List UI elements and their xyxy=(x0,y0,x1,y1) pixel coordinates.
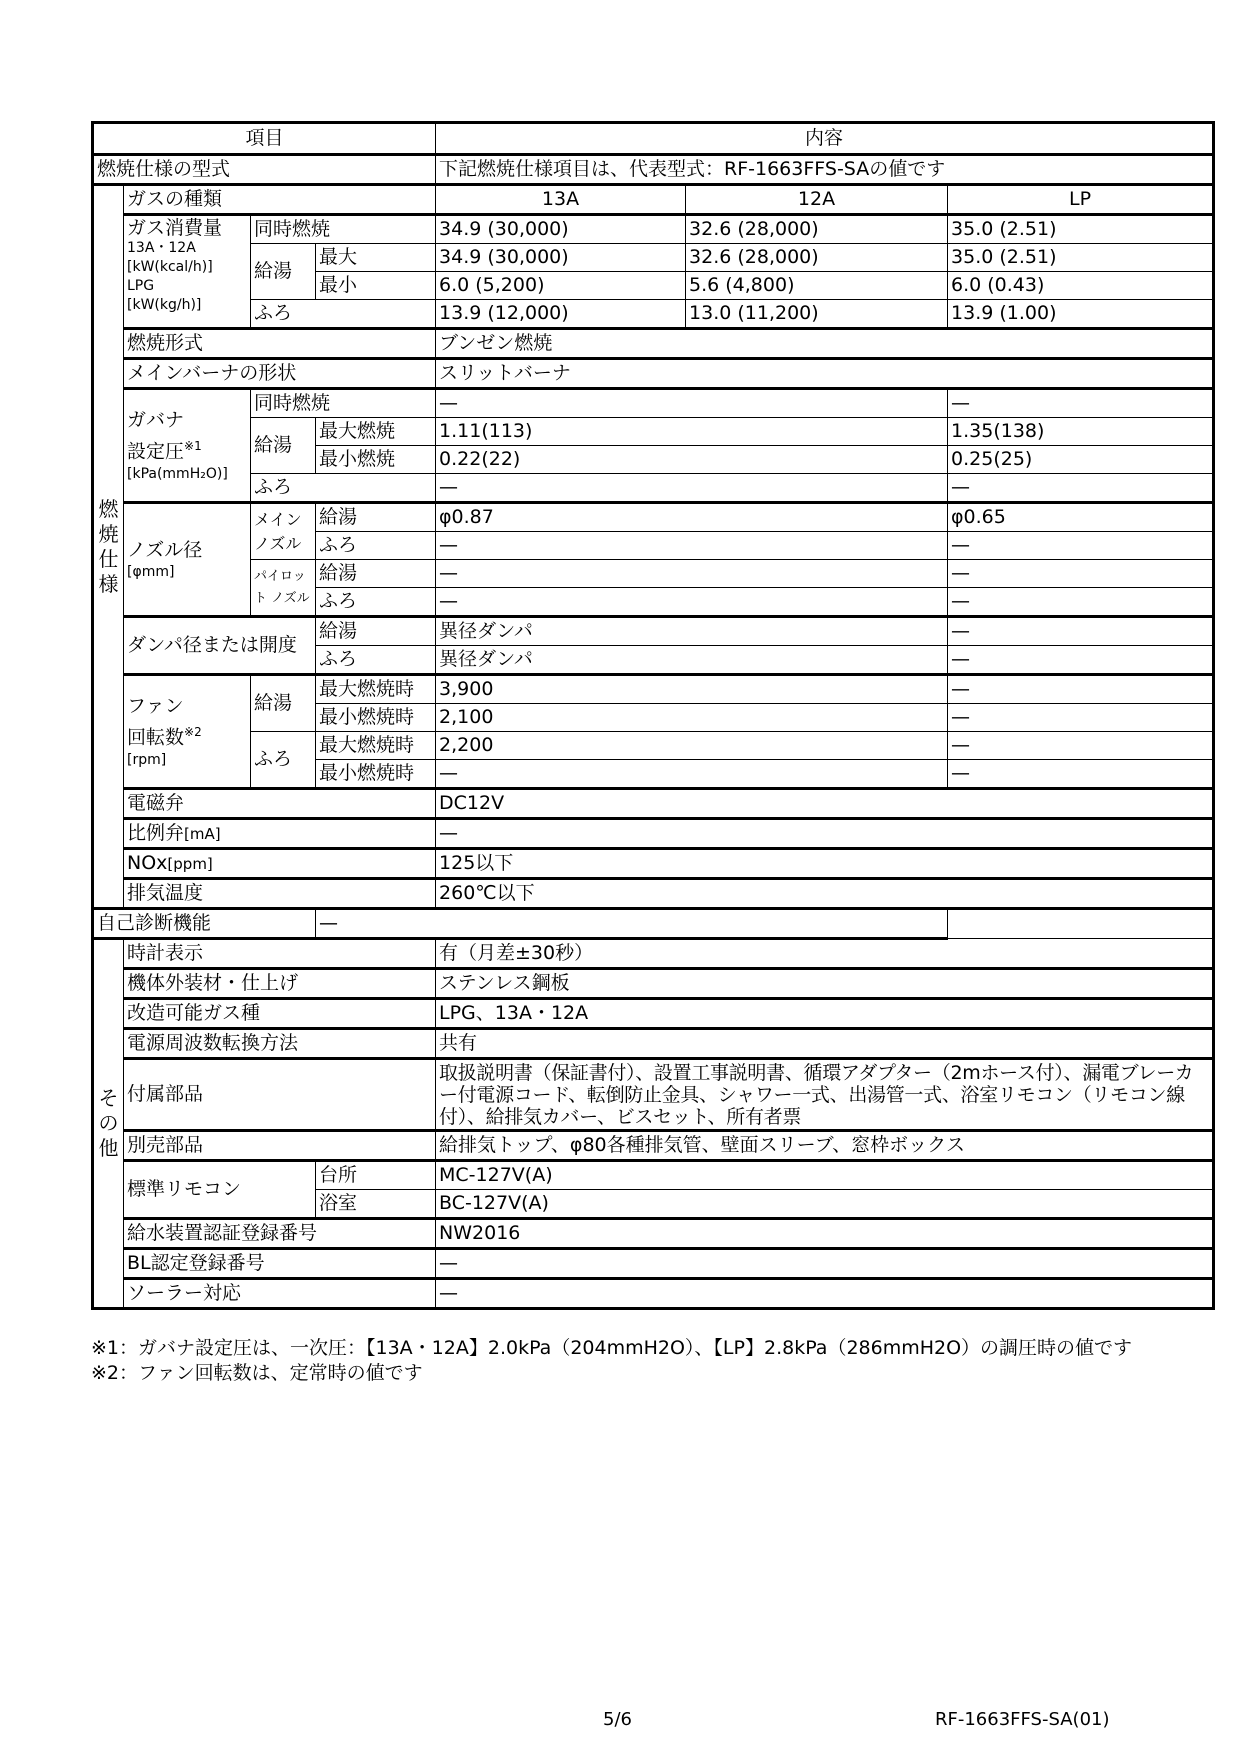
nozzle-main-kyuto-row xyxy=(93,503,1214,532)
governor-min-label: 最小燃焼 xyxy=(316,446,436,474)
cell: — xyxy=(948,732,1214,760)
remote-bath-value: BC-127V(A) xyxy=(436,1190,1214,1219)
cell: 0.25(25) xyxy=(948,446,1214,474)
governor-max-row xyxy=(93,418,1214,446)
footnote-1: ※1：ガバナ設定圧は、一次圧：【13A・12A】2.0kPa（204mmH2O）、【LP】2.8kPa（286mmH2O）の調圧時の値です xyxy=(91,1337,1133,1359)
other-group-label: そ の 他 xyxy=(93,939,124,1309)
frequency-label: 電源周波数転換方法 xyxy=(124,1029,436,1059)
remote-bath-label: 浴室 xyxy=(316,1190,436,1219)
convertible-value: LPG、13A・12A xyxy=(436,999,1214,1029)
solenoid-label: 電磁弁 xyxy=(124,789,436,819)
gas-13a: 13A xyxy=(436,185,686,215)
solenoid-row xyxy=(93,789,1214,819)
exterior-row xyxy=(93,969,1214,999)
fan-label: ファン 回転数$^{※2}$ [rpm] xyxy=(124,675,251,789)
nox-value: 125以下 xyxy=(436,849,1214,879)
header-item: 項目 xyxy=(93,123,436,155)
page-number: 5/6 xyxy=(603,1709,632,1730)
cell: — xyxy=(948,675,1214,704)
cell: 32.6 (28,000) xyxy=(686,244,948,272)
nozzle-furo-label: ふろ xyxy=(316,588,436,617)
water-cert-value: NW2016 xyxy=(436,1219,1214,1249)
nozzle-label: ノズル径 [φmm] xyxy=(124,503,251,617)
cell: 6.0 (0.43) xyxy=(948,272,1214,300)
header-content: 内容 xyxy=(436,123,1214,155)
sold-separately-value: 給排気トップ、φ80各種排気管、壁面スリーブ、窓枠ボックス xyxy=(436,1131,1214,1161)
proportional-label: 比例弁[mA] xyxy=(124,819,436,849)
fan-min-label: 最小燃焼時 xyxy=(316,704,436,732)
cell: — xyxy=(436,532,948,560)
consumption-min-label: 最小 xyxy=(316,272,436,300)
cell: — xyxy=(948,560,1214,588)
burner-shape-value: スリットバーナ xyxy=(436,359,1214,389)
accessories-value: 取扱説明書（保証書付）、設置工事説明書、循環アダプター（2mホース付）、漏電ブレーカー付電源コード、転倒防止金具、シャワー一式、出湯管一式、浴室リモコン（リモコン線付）、給排気カバー、ビスセット、所有者票 xyxy=(436,1059,1214,1131)
cell: 3,900 xyxy=(436,675,948,704)
bl-cert-value: — xyxy=(436,1249,1214,1279)
burn-type-label: 燃焼形式 xyxy=(124,329,436,359)
cell: — xyxy=(436,474,948,503)
cell: 34.9 (30,000) xyxy=(436,244,686,272)
gas-type-row xyxy=(93,185,1214,215)
damper-kyuto-row xyxy=(93,617,1214,646)
cell: 2,200 xyxy=(436,732,948,760)
cell: 1.35(138) xyxy=(948,418,1214,446)
fan-furo-label: ふろ xyxy=(251,732,316,789)
fan-min-label: 最小燃焼時 xyxy=(316,760,436,789)
combustion-group-label: 燃 焼 仕 様 xyxy=(93,185,124,909)
cell: 13.9 (1.00) xyxy=(948,300,1214,329)
document-code: RF-1663FFS-SA(01) xyxy=(935,1709,1110,1730)
accessories-row xyxy=(93,1059,1214,1131)
nozzle-furo-label: ふろ xyxy=(316,532,436,560)
consumption-max-row xyxy=(93,244,1214,272)
fan-furo-max-row xyxy=(93,732,1214,760)
consumption-simul-row xyxy=(93,215,1214,244)
fan-kyuto-label: 給湯 xyxy=(251,675,316,732)
model-label: 燃焼仕様の型式 xyxy=(93,155,436,185)
clock-label: 時計表示 xyxy=(124,939,436,969)
burner-shape-row xyxy=(93,359,1214,389)
consumption-kyuto-label: 給湯 xyxy=(251,244,316,300)
cell: φ0.65 xyxy=(948,503,1214,532)
solar-value: — xyxy=(436,1279,1214,1309)
sold-separately-label: 別売部品 xyxy=(124,1131,436,1161)
nozzle-pilot-kyuto-row xyxy=(93,560,1214,588)
burner-shape-label: メインバーナの形状 xyxy=(124,359,436,389)
cell: — xyxy=(948,704,1214,732)
self-diag-row xyxy=(93,909,1214,939)
footnote-2: ※2：ファン回転数は、定常時の値です xyxy=(91,1362,423,1384)
gas-12a: 12A xyxy=(686,185,948,215)
damper-furo-label: ふろ xyxy=(316,646,436,675)
exhaust-value: 260℃以下 xyxy=(436,879,1214,909)
bl-cert-label: BL認定登録番号 xyxy=(124,1249,436,1279)
nox-row xyxy=(93,849,1214,879)
remote-kitchen-row xyxy=(93,1161,1214,1190)
governor-simul-label: 同時燃焼 xyxy=(251,389,436,418)
nozzle-kyuto-label: 給湯 xyxy=(316,503,436,532)
exhaust-label: 排気温度 xyxy=(124,879,436,909)
gas-type-label: ガスの種類 xyxy=(124,185,436,215)
bl-cert-row xyxy=(93,1249,1214,1279)
model-row xyxy=(93,155,1214,185)
clock-row xyxy=(93,939,1214,969)
cell: 32.6 (28,000) xyxy=(686,215,948,244)
cell: — xyxy=(436,760,948,789)
proportional-row xyxy=(93,819,1214,849)
model-value: 下記燃焼仕様項目は、代表型式：RF-1663FFS-SAの値です xyxy=(436,155,1214,185)
sold-separately-row xyxy=(93,1131,1214,1161)
consumption-max-label: 最大 xyxy=(316,244,436,272)
convertible-row xyxy=(93,999,1214,1029)
nozzle-kyuto-label: 給湯 xyxy=(316,560,436,588)
accessories-label: 付属部品 xyxy=(124,1059,436,1131)
exterior-label: 機体外装材・仕上げ xyxy=(124,969,436,999)
water-cert-row xyxy=(93,1219,1214,1249)
fan-max-label: 最大燃焼時 xyxy=(316,675,436,704)
water-cert-label: 給水装置認証登録番号 xyxy=(124,1219,436,1249)
governor-label: ガバナ 設定圧$^{※1}$ [kPa(mmH₂O)] xyxy=(124,389,251,503)
remote-kitchen-label: 台所 xyxy=(316,1161,436,1190)
consumption-simul-label: 同時燃焼 xyxy=(251,215,436,244)
remote-label: 標準リモコン xyxy=(124,1161,316,1219)
cell: — xyxy=(948,532,1214,560)
self-diag-label: 自己診断機能 xyxy=(93,909,316,939)
solar-label: ソーラー対応 xyxy=(124,1279,436,1309)
cell: 13.0 (11,200) xyxy=(686,300,948,329)
cell: 35.0 (2.51) xyxy=(948,215,1214,244)
nozzle-pilot-label: パイロット ノズル xyxy=(251,560,316,617)
governor-max-label: 最大燃焼 xyxy=(316,418,436,446)
consumption-furo-row xyxy=(93,300,1214,329)
exhaust-row xyxy=(93,879,1214,909)
cell: 異径ダンパ xyxy=(436,646,948,675)
cell: — xyxy=(948,389,1214,418)
consumption-label: ガス消費量 13A・12A [kW(kcal/h)] LPG [kW(kg/h)] xyxy=(124,215,251,329)
cell: — xyxy=(948,646,1214,675)
self-diag-value: — xyxy=(316,909,948,939)
governor-furo-label: ふろ xyxy=(251,474,436,503)
cell: 2,100 xyxy=(436,704,948,732)
cell: — xyxy=(948,588,1214,617)
nozzle-main-label: メイン ノズル xyxy=(251,503,316,560)
frequency-row xyxy=(93,1029,1214,1059)
cell: — xyxy=(948,474,1214,503)
damper-kyuto-label: 給湯 xyxy=(316,617,436,646)
fan-kyuto-max-row xyxy=(93,675,1214,704)
fan-max-label: 最大燃焼時 xyxy=(316,732,436,760)
cell: 35.0 (2.51) xyxy=(948,244,1214,272)
cell: — xyxy=(436,560,948,588)
spec-table xyxy=(91,121,1215,1310)
cell: 13.9 (12,000) xyxy=(436,300,686,329)
proportional-value: — xyxy=(436,819,1214,849)
cell: — xyxy=(436,588,948,617)
consumption-furo-label: ふろ xyxy=(251,300,436,329)
gas-lp: LP xyxy=(948,185,1214,215)
frequency-value: 共有 xyxy=(436,1029,1214,1059)
convertible-label: 改造可能ガス種 xyxy=(124,999,436,1029)
cell: — xyxy=(948,760,1214,789)
governor-simul-row xyxy=(93,389,1214,418)
remote-kitchen-value: MC-127V(A) xyxy=(436,1161,1214,1190)
cell: 異径ダンパ xyxy=(436,617,948,646)
cell: — xyxy=(948,617,1214,646)
exterior-value: ステンレス鋼板 xyxy=(436,969,1214,999)
burn-type-value: ブンゼン燃焼 xyxy=(436,329,1214,359)
cell: 34.9 (30,000) xyxy=(436,215,686,244)
cell: 1.11(113) xyxy=(436,418,948,446)
cell: φ0.87 xyxy=(436,503,948,532)
solenoid-value: DC12V xyxy=(436,789,1214,819)
cell: 0.22(22) xyxy=(436,446,948,474)
cell: — xyxy=(436,389,948,418)
cell: 6.0 (5,200) xyxy=(436,272,686,300)
governor-kyuto-label: 給湯 xyxy=(251,418,316,474)
damper-label: ダンパ径または開度 xyxy=(124,617,316,675)
solar-row xyxy=(93,1279,1214,1309)
header-row xyxy=(93,123,1214,155)
governor-furo-row xyxy=(93,474,1214,503)
clock-value: 有（月差±30秒） xyxy=(436,939,1214,969)
cell: 5.6 (4,800) xyxy=(686,272,948,300)
nox-label: NOx[ppm] xyxy=(124,849,436,879)
burn-type-row xyxy=(93,329,1214,359)
